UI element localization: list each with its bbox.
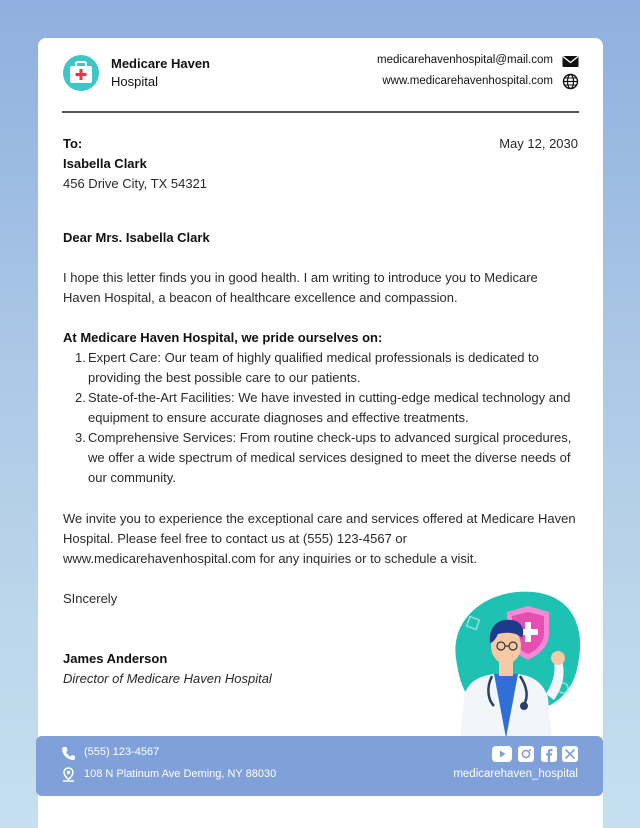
doctor-illustration bbox=[448, 588, 583, 738]
hospital-logo bbox=[63, 55, 99, 91]
pride-heading: At Medicare Haven Hospital, we pride ourselves on: bbox=[63, 330, 383, 345]
brand-name: Medicare Haven bbox=[111, 56, 210, 71]
letter-date: May 12, 2030 bbox=[499, 136, 578, 151]
youtube-icon[interactable] bbox=[492, 746, 512, 762]
envelope-icon bbox=[562, 53, 579, 70]
footer-phone[interactable]: (555) 123-4567 bbox=[84, 746, 160, 758]
salutation: Dear Mrs. Isabella Clark bbox=[63, 230, 210, 245]
footer-bar bbox=[36, 736, 603, 796]
list-number: 2. bbox=[75, 390, 86, 405]
signer-title: Director of Medicare Haven Hospital bbox=[63, 671, 272, 686]
to-label: To: bbox=[63, 136, 83, 151]
contact-email[interactable]: medicarehavenhospital@mail.com bbox=[377, 54, 553, 66]
social-handle[interactable]: medicarehaven_hospital bbox=[453, 768, 578, 780]
location-pin-icon bbox=[61, 767, 76, 782]
services-list bbox=[63, 348, 583, 488]
letter-page bbox=[38, 38, 603, 828]
recipient-address: 456 Drive City, TX 54321 bbox=[63, 176, 208, 191]
intro-paragraph: I hope this letter finds you in good health. I am writing to introduce you to Medicare Haven Hospital, a beacon of healthcare excellence and compassion. bbox=[63, 270, 538, 305]
closing: SIncerely bbox=[63, 591, 118, 606]
instagram-icon[interactable] bbox=[518, 746, 534, 762]
brand-subtitle: Hospital bbox=[111, 74, 158, 89]
list-item bbox=[63, 428, 583, 488]
globe-icon bbox=[562, 73, 579, 90]
list-item bbox=[63, 388, 583, 428]
list-number: 1. bbox=[75, 350, 86, 365]
contact-website[interactable]: www.medicarehavenhospital.com bbox=[382, 75, 553, 87]
phone-icon bbox=[61, 746, 76, 761]
medical-bag-icon bbox=[63, 55, 99, 91]
facebook-icon[interactable] bbox=[541, 746, 557, 762]
invite-paragraph: We invite you to experience the exceptional care and services offered at Medicare Haven Hospital. Please feel free to contact us at (555) 123-4567 or www.medicarehavenhospital.com for any inquiries or to schedule a visit. bbox=[63, 511, 576, 566]
list-text: State-of-the-Art Facilities: We have invested in cutting-edge medical technology and equipment to ensure accurate diagnoses and effective treatments. bbox=[88, 390, 571, 425]
signer-name: James Anderson bbox=[63, 651, 168, 666]
footer-address: 108 N Platinum Ave Deming, NY 88030 bbox=[84, 768, 277, 780]
list-number: 3. bbox=[75, 430, 86, 445]
header-divider bbox=[62, 111, 579, 113]
list-text: Expert Care: Our team of highly qualified medical professionals is dedicated to providing the best possible care to our patients. bbox=[88, 350, 539, 385]
list-item bbox=[63, 348, 583, 388]
x-icon[interactable] bbox=[562, 746, 578, 762]
recipient-name: Isabella Clark bbox=[63, 156, 147, 171]
list-text: Comprehensive Services: From routine check-ups to advanced surgical procedures, we offer a wide spectrum of medical services designed to meet the diverse needs of our community. bbox=[88, 430, 572, 485]
letterhead bbox=[38, 38, 603, 113]
